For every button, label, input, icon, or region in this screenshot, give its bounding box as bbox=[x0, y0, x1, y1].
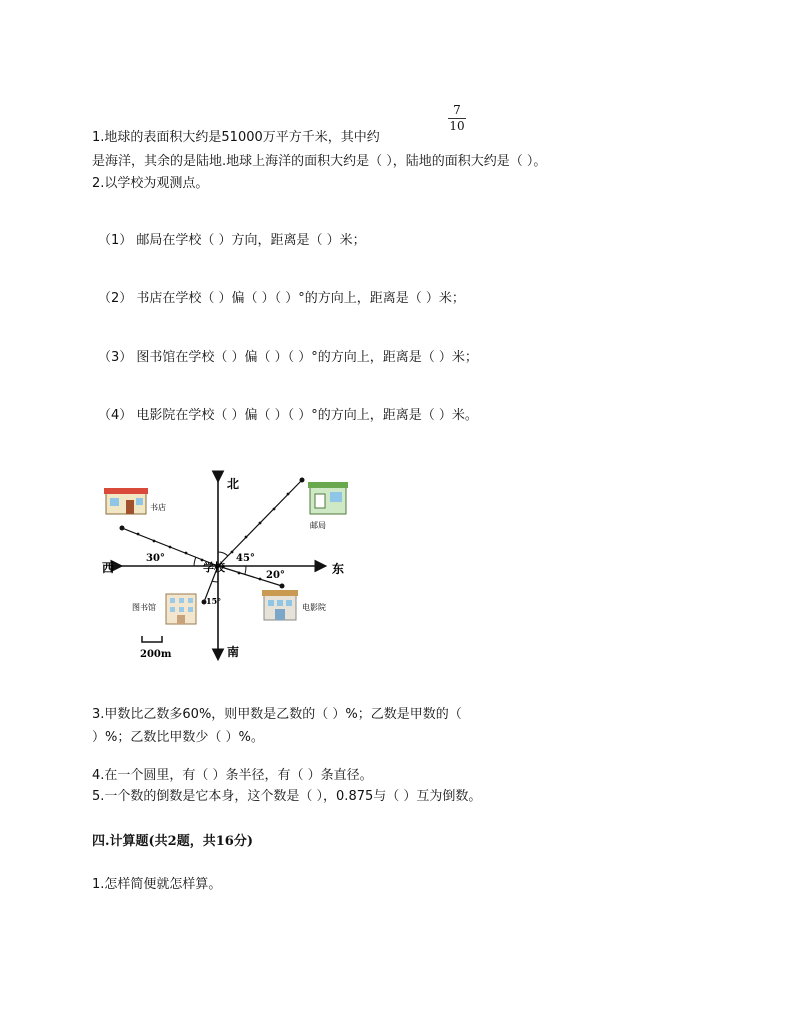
fraction-numerator: 7 bbox=[453, 103, 461, 117]
label-east: 东 bbox=[332, 562, 345, 576]
cinema-icon bbox=[262, 590, 298, 620]
label-post-office: 邮局 bbox=[310, 521, 326, 530]
angle-label-15: 15° bbox=[206, 596, 222, 606]
angle-label-20: 20° bbox=[266, 570, 285, 581]
q2-item-4: （4） 电影院在学校（ ）偏（ ）（ ）°的方向上，距离是（ ）米。 bbox=[98, 408, 478, 423]
scale-bar bbox=[142, 636, 162, 642]
fraction-seven-tenths bbox=[446, 104, 468, 133]
q3-line1: 3.甲数比乙数多60%，则甲数是乙数的（ ）%；乙数是甲数的（ bbox=[92, 707, 462, 722]
label-bookstore: 书店 bbox=[150, 503, 166, 512]
arc-30 bbox=[194, 557, 196, 566]
q1-line1: 1.地球的表面积大约是51000万平方千米，其中约 bbox=[92, 130, 380, 145]
q3-line2: ）%；乙数比甲数少（ ）%。 bbox=[92, 730, 264, 745]
q1-line2: 是海洋，其余的是陆地.地球上海洋的面积大约是（ ），陆地的面积大约是（ ）。 bbox=[92, 154, 547, 169]
direction-map bbox=[96, 470, 362, 666]
arc-20 bbox=[245, 566, 246, 574]
label-cinema: 电影院 bbox=[302, 603, 326, 612]
scale-label: 200m bbox=[140, 649, 172, 660]
fraction-denominator: 10 bbox=[449, 119, 465, 133]
q2-item-2: （2） 书店在学校（ ）偏（ ）（ ）°的方向上，距离是（ ）米； bbox=[98, 291, 465, 306]
label-library: 图书馆 bbox=[132, 603, 156, 612]
label-school: 学校 bbox=[203, 561, 225, 574]
arc-15 bbox=[212, 581, 218, 582]
angle-label-45: 45° bbox=[236, 553, 255, 564]
label-north: 北 bbox=[227, 477, 240, 491]
bookstore-icon bbox=[104, 488, 148, 514]
library-icon bbox=[166, 594, 196, 624]
section4-q1: 1.怎样简便就怎样算。 bbox=[92, 877, 222, 892]
q2-intro: 2.以学校为观测点。 bbox=[92, 176, 209, 191]
q4-text: 4.在一个圆里，有（ ）条半径，有（ ）条直径。 bbox=[92, 768, 373, 783]
q5-text: 5.一个数的倒数是它本身，这个数是（ ），0.875与（ ）互为倒数。 bbox=[92, 789, 482, 804]
arc-45 bbox=[218, 552, 228, 556]
label-west: 西 bbox=[102, 561, 115, 575]
section4-title: 四.计算题(共2题，共16分) bbox=[92, 834, 253, 849]
angle-label-30: 30° bbox=[146, 553, 165, 564]
post-office-icon bbox=[308, 482, 348, 514]
q2-item-1: （1） 邮局在学校（ ）方向，距离是（ ）米； bbox=[98, 233, 366, 248]
q2-item-3: （3） 图书馆在学校（ ）偏（ ）（ ）°的方向上，距离是（ ）米； bbox=[98, 350, 478, 365]
label-south: 南 bbox=[227, 645, 240, 659]
